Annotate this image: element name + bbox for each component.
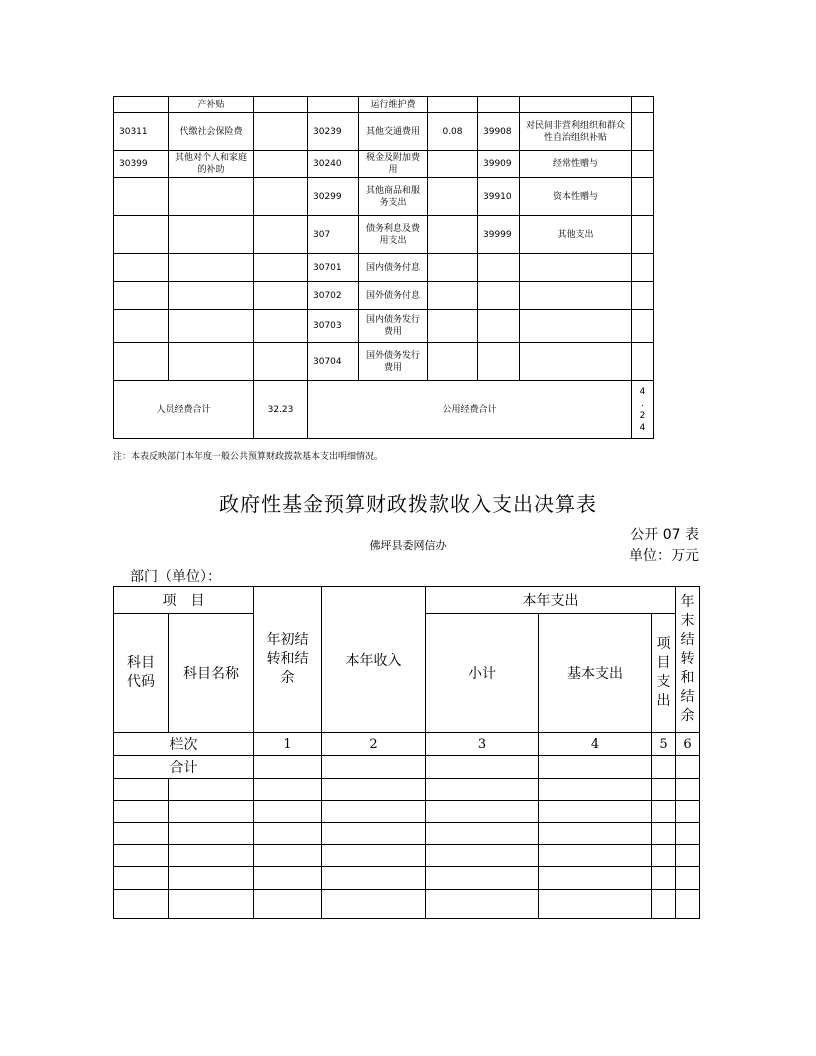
table-row <box>114 867 700 890</box>
table-cell <box>428 282 478 310</box>
table-cell <box>478 282 520 310</box>
header-subject-code: 科目 代码 <box>114 614 169 733</box>
table-cell: 国内债务付息 <box>359 254 428 282</box>
table-cell <box>254 151 308 178</box>
table-cell <box>632 97 654 113</box>
table-cell <box>428 310 478 343</box>
table-cell: 39909 <box>478 151 520 178</box>
column-number: 2 <box>322 733 426 756</box>
table-row <box>114 97 654 113</box>
table-cell <box>114 97 169 113</box>
table-cell: 0.08 <box>428 113 478 151</box>
table-cell <box>254 113 308 151</box>
table-cell <box>478 254 520 282</box>
table-row <box>114 845 700 867</box>
column-number: 1 <box>254 733 322 756</box>
table-cell <box>114 178 169 216</box>
table-row <box>114 823 700 845</box>
table-cell <box>520 310 632 343</box>
header-begin-balance: 年初结 转和结 余 <box>254 587 322 733</box>
table-cell <box>520 343 632 381</box>
table-cell: 39910 <box>478 178 520 216</box>
table-row <box>114 890 700 919</box>
table-cell: 其他支出 <box>520 216 632 254</box>
table-cell <box>169 343 254 381</box>
table-cell: 资本性赠与 <box>520 178 632 216</box>
department-label: 部门（单位）： <box>130 569 221 585</box>
table-cell: 代缴社会保险费 <box>169 113 254 151</box>
table-cell <box>428 216 478 254</box>
table-cell: 其他商品和服务支出 <box>359 178 428 216</box>
table-cell <box>254 97 308 113</box>
table-cell <box>254 282 308 310</box>
expense-detail-table <box>113 96 654 439</box>
table-cell: 经常性赠与 <box>520 151 632 178</box>
header-income: 本年收入 <box>322 587 426 733</box>
table-cell <box>428 151 478 178</box>
table-cell: 30702 <box>308 282 359 310</box>
table-row <box>114 254 654 282</box>
column-number: 4 <box>539 733 652 756</box>
unit-label: 单位：万元 <box>629 548 699 564</box>
table-cell: 30239 <box>308 113 359 151</box>
table-cell: 307 <box>308 216 359 254</box>
totals-row <box>114 381 654 439</box>
table-cell <box>520 282 632 310</box>
government-fund-table <box>113 586 700 919</box>
table-cell <box>478 343 520 381</box>
table-cell <box>632 282 654 310</box>
public-total-label: 公用经费合计 <box>308 381 632 439</box>
table-cell <box>169 178 254 216</box>
table-cell <box>114 254 169 282</box>
public-total-value: 4 . 2 4 <box>632 381 654 439</box>
table-cell <box>632 254 654 282</box>
header-expense: 本年支出 <box>426 587 676 614</box>
table-cell: 其他对个人和家庭的补助 <box>169 151 254 178</box>
table-cell <box>632 216 654 254</box>
header-end-balance: 年 末 结 转 和 结 余 <box>676 587 700 733</box>
table-row <box>114 216 654 254</box>
personnel-total-label: 人员经费合计 <box>114 381 254 439</box>
table-cell <box>632 151 654 178</box>
table-cell: 30311 <box>114 113 169 151</box>
table-cell <box>478 97 520 113</box>
table-cell <box>520 97 632 113</box>
form-number: 公开 07 表 <box>630 527 699 543</box>
table-row <box>114 151 654 178</box>
department-name: 佛坪县委网信办 <box>369 539 447 552</box>
column-number: 6 <box>676 733 700 756</box>
table-cell <box>114 343 169 381</box>
table-cell <box>114 282 169 310</box>
table-cell <box>428 343 478 381</box>
table-cell: 30240 <box>308 151 359 178</box>
table-row <box>114 779 700 801</box>
table-cell: 其他交通费用 <box>359 113 428 151</box>
table-cell: 债务利息及费用支出 <box>359 216 428 254</box>
header-subtotal: 小计 <box>426 614 539 733</box>
column-number: 3 <box>426 733 539 756</box>
table-cell: 对民间非营利组织和群众性自治组织补贴 <box>520 113 632 151</box>
table-row <box>114 282 654 310</box>
table-cell: 税金及附加费用 <box>359 151 428 178</box>
table-cell: 国外债务发行费用 <box>359 343 428 381</box>
table-cell <box>254 343 308 381</box>
table-cell <box>169 216 254 254</box>
column-label: 栏次 <box>114 733 254 756</box>
table-cell: 30701 <box>308 254 359 282</box>
personnel-total-value: 32.23 <box>254 381 308 439</box>
table-cell <box>632 178 654 216</box>
total-label: 合计 <box>114 756 254 779</box>
table-cell <box>254 178 308 216</box>
header-subject-name: 科目名称 <box>169 614 254 733</box>
table-cell: 30704 <box>308 343 359 381</box>
table-cell: 39999 <box>478 216 520 254</box>
header-basic: 基本支出 <box>539 614 652 733</box>
table-row <box>114 801 700 823</box>
table-note: 注：本表反映部门本年度一般公共预算财政拨款基本支出明细情况。 <box>113 452 384 462</box>
table-cell <box>114 310 169 343</box>
table-cell <box>428 178 478 216</box>
table-cell <box>632 113 654 151</box>
table-cell <box>428 254 478 282</box>
header-project: 项 目 支 出 <box>652 614 676 733</box>
table-cell: 30399 <box>114 151 169 178</box>
table-cell <box>169 254 254 282</box>
table-row <box>114 343 654 381</box>
table-cell <box>254 254 308 282</box>
table-row <box>114 113 654 151</box>
table-cell <box>169 282 254 310</box>
table-cell: 30299 <box>308 178 359 216</box>
header-item: 项 目 <box>114 587 254 614</box>
table-cell: 30703 <box>308 310 359 343</box>
table-cell <box>428 97 478 113</box>
table-cell <box>114 216 169 254</box>
table-cell: 国外债务付息 <box>359 282 428 310</box>
column-number: 5 <box>652 733 676 756</box>
table-row <box>114 310 654 343</box>
table-cell <box>632 310 654 343</box>
table-cell: 39908 <box>478 113 520 151</box>
table-cell: 国内债务发行费用 <box>359 310 428 343</box>
table-cell: 运行维护费 <box>359 97 428 113</box>
table-cell: 产补贴 <box>169 97 254 113</box>
table-cell <box>308 97 359 113</box>
table-cell <box>169 310 254 343</box>
table-cell <box>254 216 308 254</box>
table-cell <box>632 343 654 381</box>
page-title: 政府性基金预算财政拨款收入支出决算表 <box>219 492 597 516</box>
table-cell <box>520 254 632 282</box>
table-cell <box>478 310 520 343</box>
table-cell <box>254 310 308 343</box>
table-row <box>114 178 654 216</box>
